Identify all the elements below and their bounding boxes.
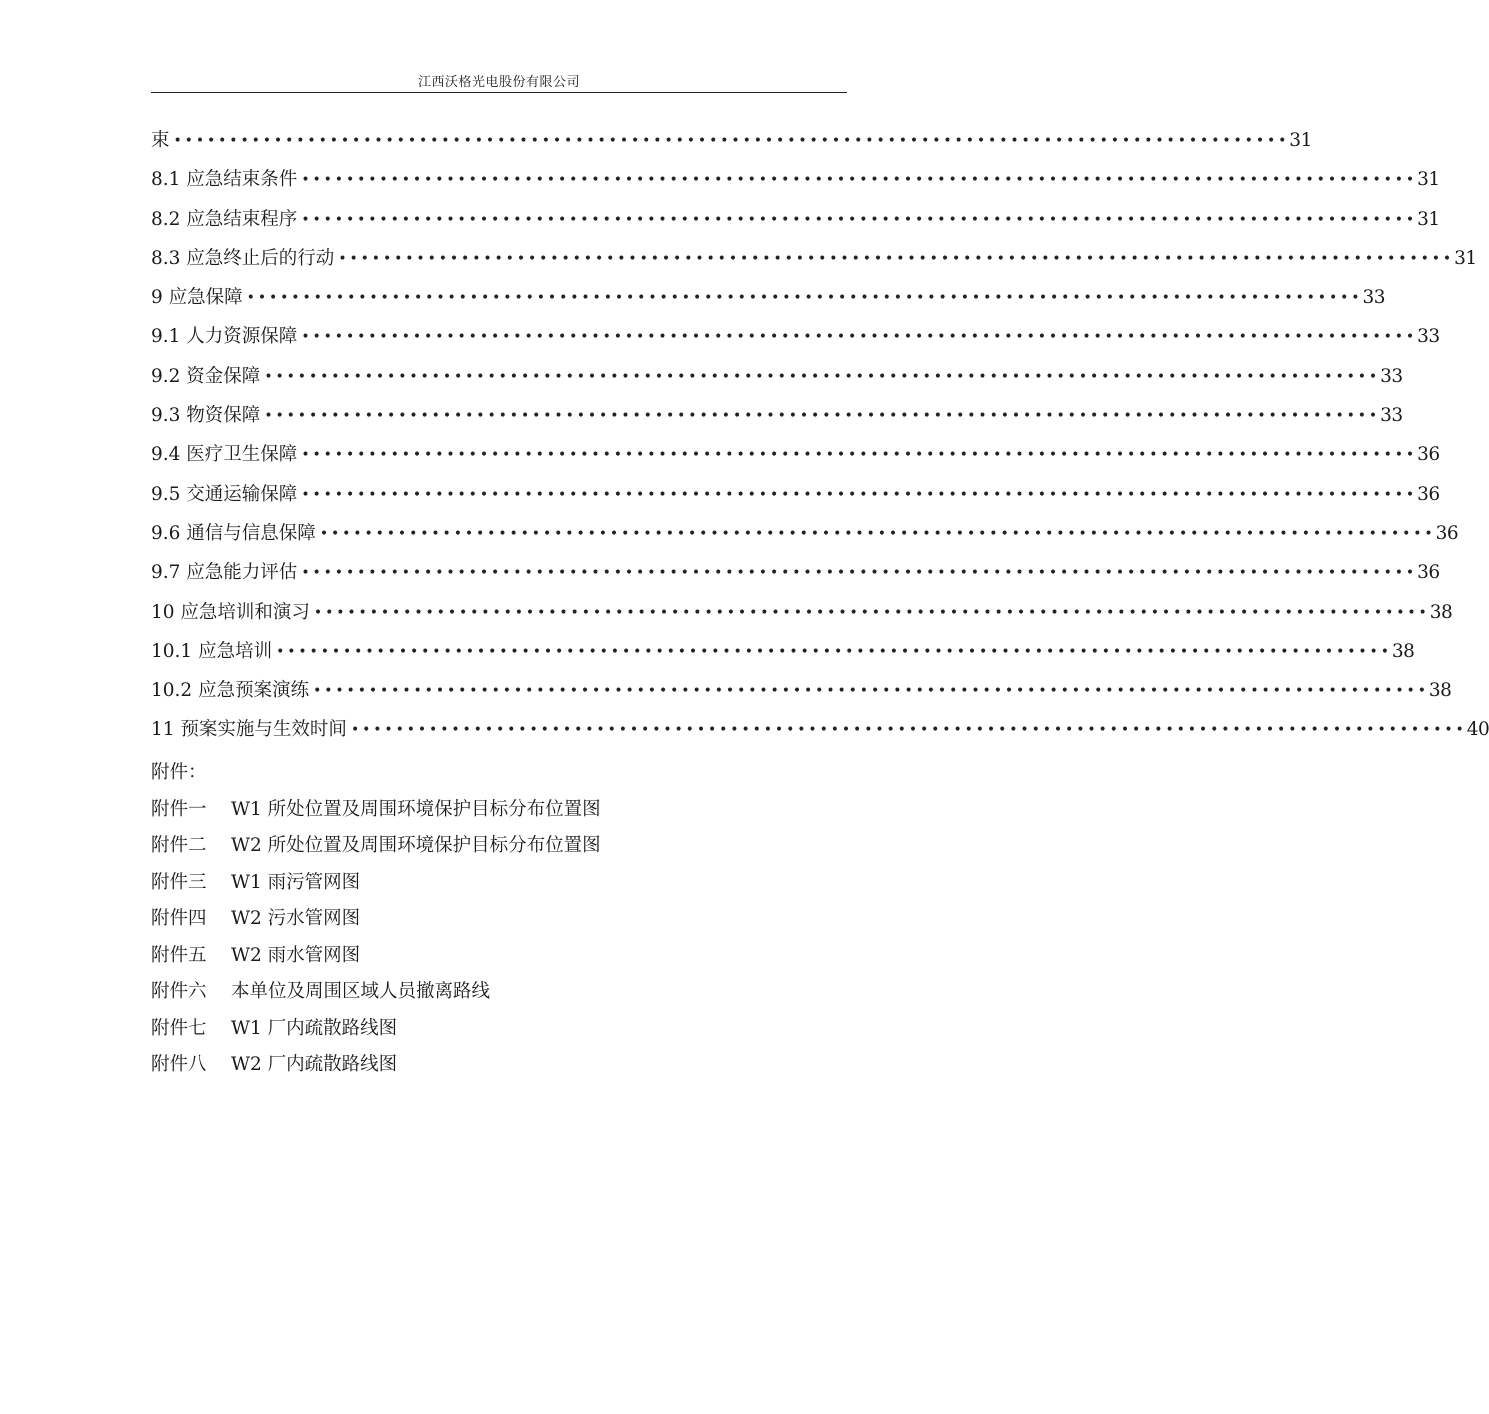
toc-dot-leader: •••••••••••••••••••••••••••••••••••••••••••••••••••••••••••••••••••••••••••••••••••••••••••••••••••• [246, 290, 1363, 307]
toc-entry[interactable] [151, 519, 1459, 558]
appendix-item [151, 1050, 847, 1087]
appendix-heading: 附件： [151, 762, 207, 783]
appendix-item-tag: 附件四 [151, 908, 207, 929]
toc-entry-label: 9.6 通信与信息保障 [151, 522, 316, 544]
toc-entry-label: 9.7 应急能力评估 [151, 562, 298, 584]
toc-entry-label: 9.4 医疗卫生保障 [151, 444, 298, 466]
toc-entry[interactable] [151, 598, 1453, 637]
toc-entry[interactable] [151, 637, 1415, 676]
toc-entry-label: 10.2 应急预案演练 [151, 680, 310, 702]
toc-entry-label: 8.1 应急结束条件 [151, 169, 298, 191]
toc-entry[interactable] [151, 165, 1440, 204]
appendix-item-tag: 附件二 [151, 835, 207, 856]
toc-dot-leader: •••••••••••••••••••••••••••••••••••••••••••••••••••••••••••••••••••••••••••••••••••••••••••••••••••• [301, 486, 1418, 503]
appendix-list [151, 758, 847, 1087]
toc-dot-leader: •••••••••••••••••••••••••••••••••••••••••••••••••••••••••••••••••••••••••••••••••••••••••••••••••••• [338, 250, 1455, 267]
toc-entry-label: 11 预案实施与生效时间 [151, 719, 347, 741]
appendix-item-text: W2 所处位置及周围环境保护目标分布位置图 [231, 835, 601, 856]
toc-entry-label: 10.1 应急培训 [151, 640, 273, 662]
table-of-contents [151, 126, 1489, 755]
toc-dot-leader: •••••••••••••••••••••••••••••••••••••••••••••••••••••••••••••••••••••••••••••••••••••••••••••••••••• [301, 447, 1418, 464]
toc-dot-leader: •••••••••••••••••••••••••••••••••••••••••••••••••••••••••••••••••••••••••••••••••••••••••••••••••••• [301, 211, 1418, 228]
appendix-item [151, 941, 847, 978]
appendix-item [151, 1014, 847, 1051]
toc-entry-label: 束 [151, 130, 170, 151]
appendix-item-tag: 附件六 [151, 981, 207, 1002]
appendix-item-tag: 附件五 [151, 944, 207, 966]
toc-entry-label: 9.2 资金保障 [151, 365, 261, 387]
toc-entry-page: 33 [1417, 326, 1440, 348]
toc-entry-label: 9.5 交通运输保障 [151, 483, 298, 505]
toc-entry[interactable] [151, 440, 1440, 479]
toc-dot-leader: •••••••••••••••••••••••••••••••••••••••••••••••••••••••••••••••••••••••••••••••••••••••••••••••••••• [313, 604, 1430, 621]
toc-entry[interactable] [151, 401, 1403, 440]
toc-entry[interactable] [151, 205, 1440, 244]
appendix-item-tag: 附件八 [151, 1054, 207, 1075]
toc-entry[interactable] [151, 362, 1403, 401]
toc-entry[interactable] [151, 244, 1477, 283]
appendix-item [151, 831, 847, 868]
toc-entry-page: 38 [1429, 601, 1453, 623]
toc-dot-leader: •••••••••••••••••••••••••••••••••••••••••••••••••••••••••••••••••••••••••••••••••••••••••••••••••••• [319, 525, 1436, 542]
toc-entry-page: 33 [1380, 365, 1403, 387]
toc-entry-page: 31 [1454, 247, 1477, 269]
page-header-company: 江西沃格光电股份有限公司 [417, 75, 580, 90]
toc-entry-page: 36 [1417, 483, 1440, 505]
toc-dot-leader: •••••••••••••••••••••••••••••••••••••••••••••••••••••••••••••••••••••••••••••••••••••••••••••••••••• [264, 368, 1381, 385]
toc-entry[interactable] [151, 480, 1440, 519]
appendix-item-text: W1 厂内疏散路线图 [231, 1017, 398, 1039]
toc-entry-page: 31 [1289, 130, 1312, 151]
toc-entry-page: 31 [1417, 208, 1440, 230]
toc-entry-label: 8.3 应急终止后的行动 [151, 247, 335, 269]
toc-dot-leader: •••••••••••••••••••••••••••••••••••••••••••••••••••••••••••••••••••••••••••••••••••••••••••••••••••• [301, 172, 1418, 189]
appendix-item-tag: 附件七 [151, 1017, 207, 1039]
toc-entry[interactable] [151, 558, 1440, 597]
toc-entry-label: 8.2 应急结束程序 [151, 208, 298, 230]
toc-entry-label: 9.1 人力资源保障 [151, 326, 298, 348]
toc-entry-label: 9 应急保障 [151, 287, 243, 309]
appendix-item-text: W1 雨污管网图 [231, 871, 361, 893]
appendix-item-text: W2 雨水管网图 [231, 944, 361, 966]
appendix-item [151, 904, 847, 941]
toc-entry-page: 31 [1417, 169, 1440, 191]
toc-entry-page: 40 [1466, 719, 1489, 741]
toc-dot-leader: •••••••••••••••••••••••••••••••••••••••••••••••••••••••••••••••••••••••••••••••••••••••••••••••••••• [173, 133, 1290, 149]
appendix-item-tag: 附件三 [151, 871, 207, 893]
appendix-item-text: W1 所处位置及周围环境保护目标分布位置图 [231, 798, 601, 820]
toc-entry-page: 33 [1380, 405, 1403, 427]
toc-entry[interactable] [151, 715, 1489, 754]
toc-entry-page: 33 [1362, 287, 1385, 309]
appendix-item [151, 868, 847, 905]
toc-dot-leader: •••••••••••••••••••••••••••••••••••••••••••••••••••••••••••••••••••••••••••••••••••••••••••••••••••• [313, 683, 1429, 700]
toc-entry-label: 10 应急培训和演习 [151, 601, 310, 623]
appendix-item-text: 本单位及周围区域人员撤离路线 [231, 981, 491, 1002]
appendix-item-tag: 附件一 [151, 798, 207, 820]
toc-dot-leader: •••••••••••••••••••••••••••••••••••••••••••••••••••••••••••••••••••••••••••••••••••••••••••••••••••• [276, 643, 1392, 660]
toc-entry-page: 36 [1435, 522, 1459, 544]
toc-entry-label: 9.3 物资保障 [151, 405, 261, 427]
appendix-item [151, 977, 847, 1014]
toc-dot-leader: •••••••••••••••••••••••••••••••••••••••••••••••••••••••••••••••••••••••••••••••••••••••••••••••••••• [301, 329, 1418, 346]
toc-dot-leader: •••••••••••••••••••••••••••••••••••••••••••••••••••••••••••••••••••••••••••••••••••••••••••••••••••• [350, 722, 1467, 739]
toc-entry-page: 36 [1417, 562, 1440, 584]
toc-entry-page: 38 [1391, 640, 1415, 662]
toc-dot-leader: •••••••••••••••••••••••••••••••••••••••••••••••••••••••••••••••••••••••••••••••••••••••••••••••••••• [301, 565, 1418, 582]
appendix-item-text: W2 污水管网图 [231, 908, 361, 929]
toc-entry-page: 38 [1428, 680, 1452, 702]
appendix-item [151, 795, 847, 832]
toc-entry[interactable] [151, 676, 1452, 715]
toc-entry-page: 36 [1417, 444, 1440, 466]
toc-entry[interactable] [151, 126, 1312, 165]
appendix-item-text: W2 厂内疏散路线图 [231, 1054, 398, 1075]
toc-entry[interactable] [151, 322, 1440, 361]
header-rule [151, 92, 847, 93]
toc-dot-leader: •••••••••••••••••••••••••••••••••••••••••••••••••••••••••••••••••••••••••••••••••••••••••••••••••••• [264, 408, 1381, 425]
toc-entry[interactable] [151, 283, 1385, 322]
